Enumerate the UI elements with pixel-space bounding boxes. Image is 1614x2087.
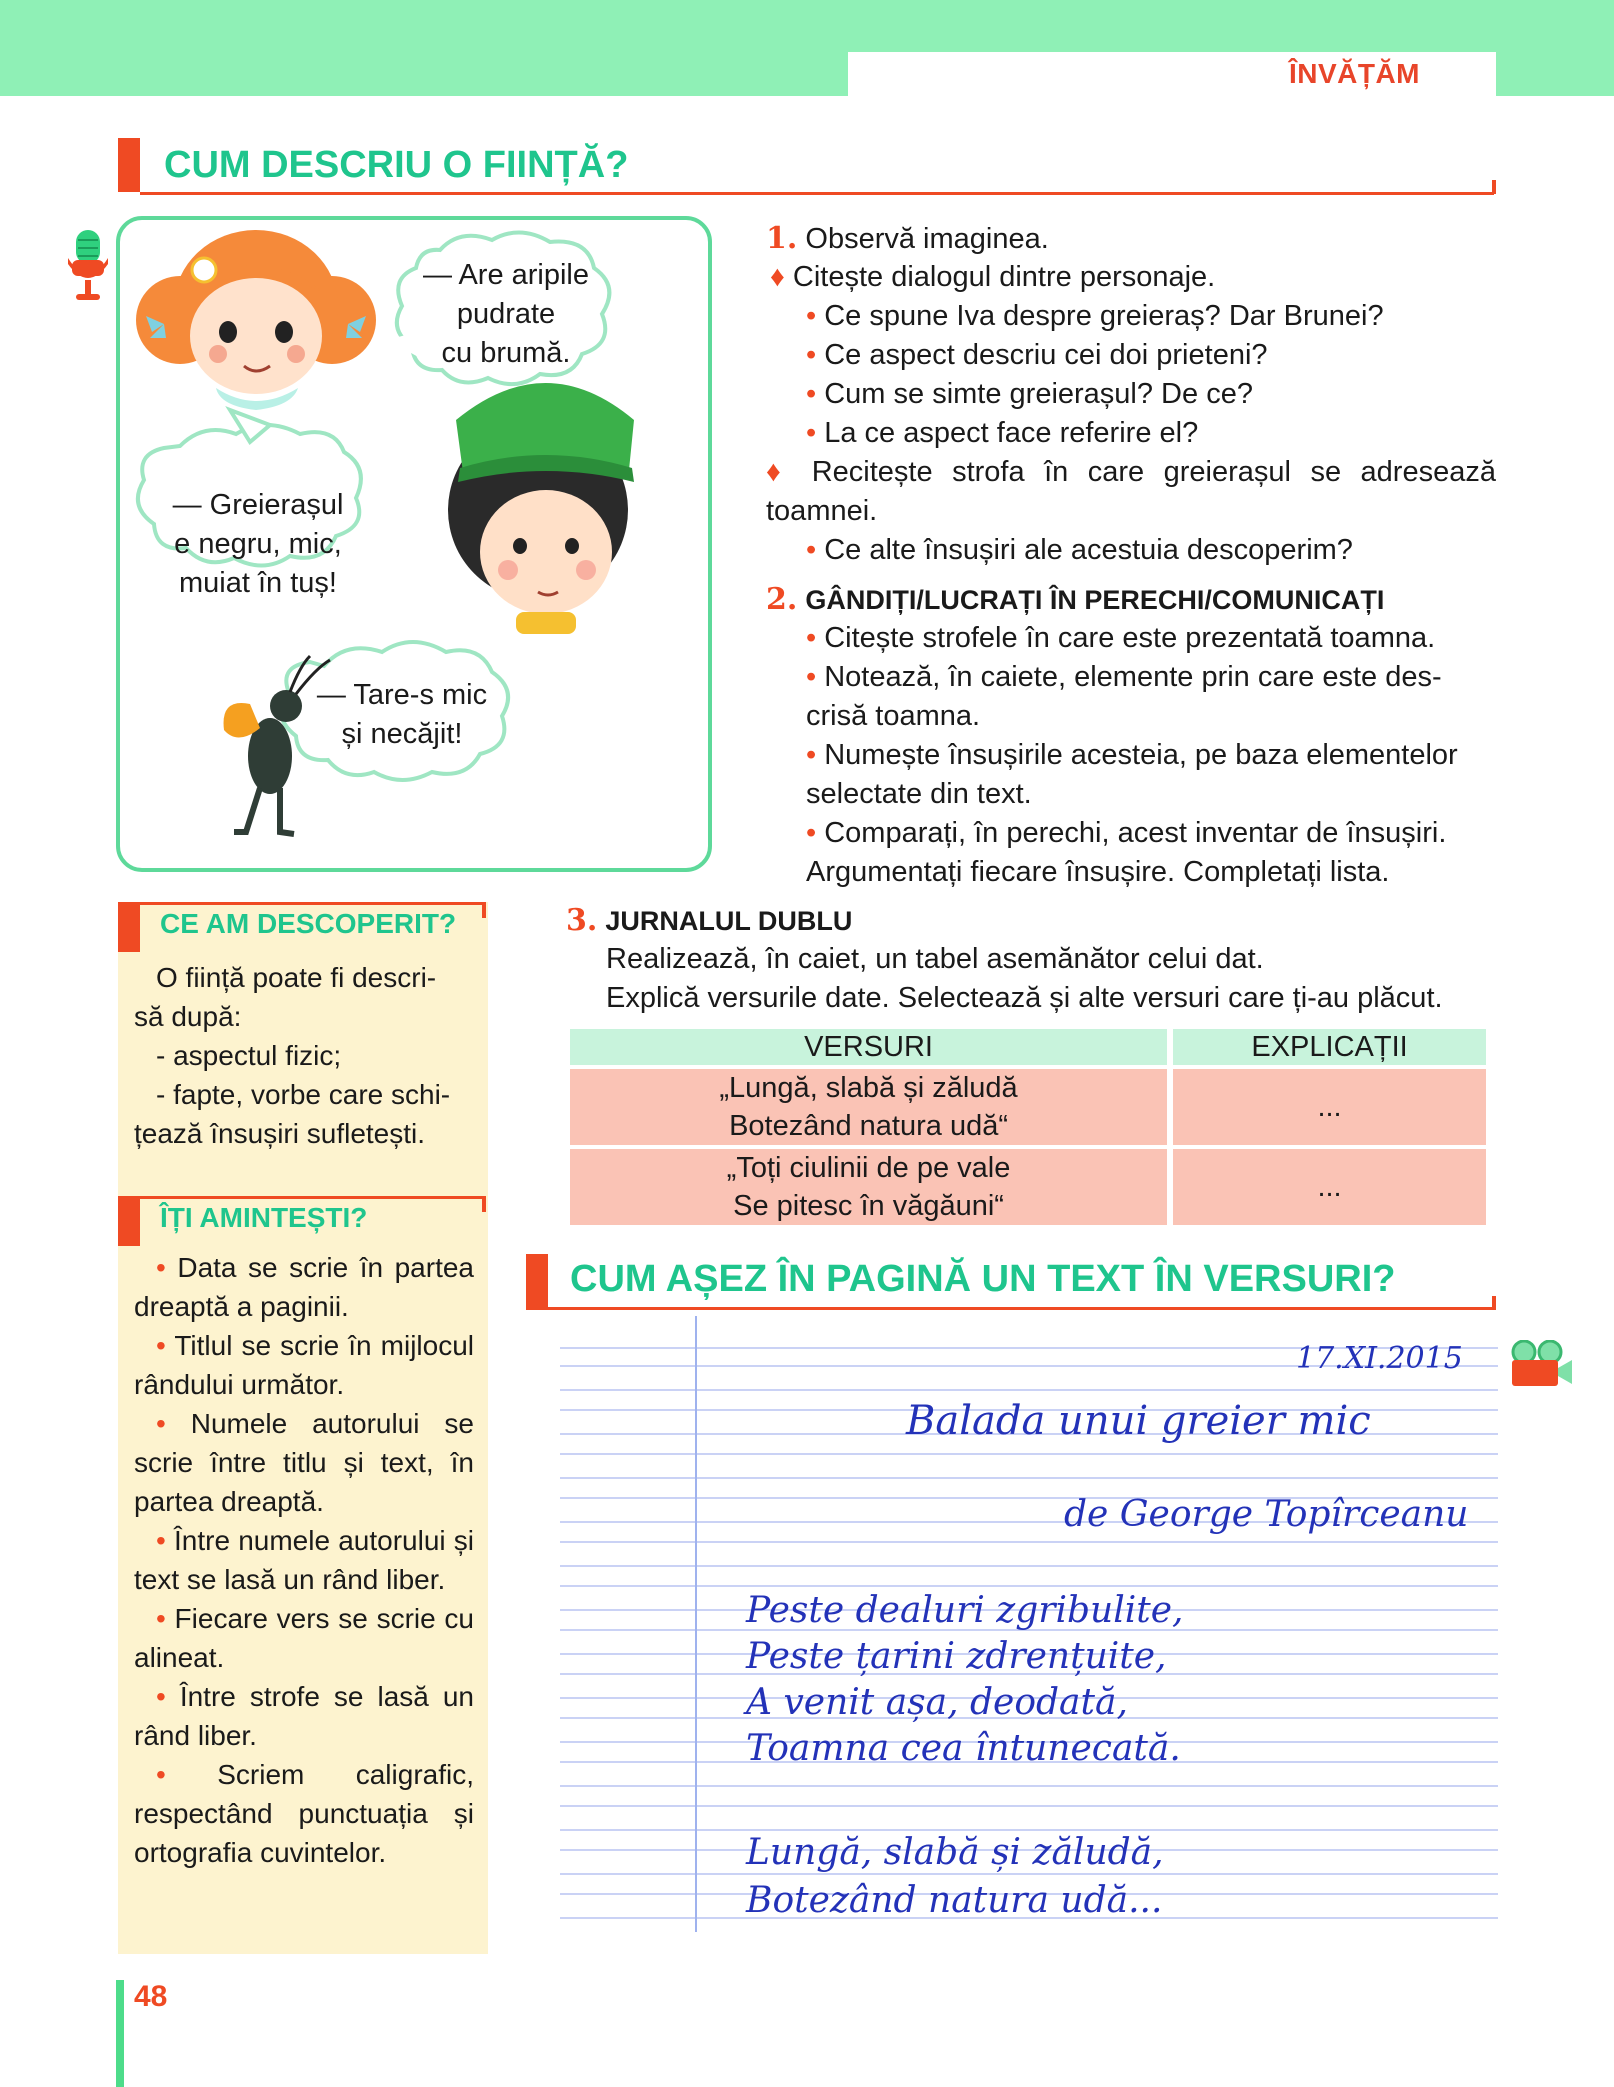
ex1-bullet-text: La ce aspect face referire el? xyxy=(824,417,1199,449)
notebook-title: Balada unui greier mic xyxy=(906,1398,1371,1444)
sidebar-heading-discovered xyxy=(118,902,488,952)
tip-text: Scriem caligrafic, respectând punctuația și ortografia cuvintelor. xyxy=(134,1759,474,1868)
illustration-panel xyxy=(116,216,712,872)
ex1-bullet-text: Ce aspect descriu cei doi prieteni? xyxy=(824,339,1268,371)
bubble-line: pudrate xyxy=(456,298,556,330)
diamond-icon: ♦ xyxy=(770,261,785,293)
bullet-icon: • xyxy=(806,661,817,693)
bubble-left-text xyxy=(160,486,356,603)
bullet-icon: • xyxy=(806,300,817,332)
verse-line: „Toți ciulinii de pe vale xyxy=(726,1152,1011,1184)
section-title-layout xyxy=(526,1254,1498,1310)
sidebar-heading-text: ÎȚI AMINTEȘTI? xyxy=(160,1202,368,1233)
sidebar-line: țează însușiri sufletești. xyxy=(134,1118,426,1149)
notebook-verse: Toamna cea întunecată. xyxy=(746,1728,1181,1769)
bubble-bottom-text xyxy=(300,676,504,754)
ex2-bullet xyxy=(806,736,1458,775)
ex1-bullet-text: Ce alte însușiri ale acestuia descoperim? xyxy=(824,534,1353,566)
ex1-bullet xyxy=(806,531,1353,570)
bullet-icon: • xyxy=(806,534,817,566)
table-row xyxy=(570,1149,1486,1225)
ex1-bullet xyxy=(806,375,1253,414)
title-rule xyxy=(548,1307,1494,1310)
ex1-diamond1: Citește dialogul dintre personaje. xyxy=(792,261,1216,293)
heading-rule xyxy=(140,1196,486,1199)
double-journal-table xyxy=(564,1025,1492,1229)
girl-character xyxy=(136,230,376,410)
microphone-icon xyxy=(66,228,110,304)
notebook-verse: Peste țarini zdrențuite, xyxy=(746,1636,1167,1677)
tip-text: Titlul se scrie în mijlocul rândului următor. xyxy=(134,1330,474,1400)
ex3-line2: Explică versurile date. Selectează și alte versuri care ți-au plăcut. xyxy=(606,982,1443,1014)
notebook-sample xyxy=(560,1316,1498,1932)
bullet-icon: • xyxy=(156,1525,166,1556)
bubble-line: și necăjit! xyxy=(341,718,463,750)
notebook-verse: A venit așa, deodată, xyxy=(746,1682,1128,1723)
bubble-line: cu brumă. xyxy=(441,337,571,369)
ex2-title-line xyxy=(766,580,1384,620)
tip-item xyxy=(134,1677,474,1755)
bubble-line: — Are aripile xyxy=(422,259,589,291)
sidebar-line: - aspectul fizic; xyxy=(156,1040,342,1071)
section-heading: CUM AȘEZ ÎN PAGINĂ UN TEXT ÎN VERSURI? xyxy=(570,1258,1396,1300)
table-cell-verse xyxy=(570,1069,1167,1145)
ex1-diamond2-cont: toamnei. xyxy=(766,495,878,527)
bullet-icon: • xyxy=(806,339,817,371)
table-cell-explanation: ... xyxy=(1173,1069,1486,1145)
bullet-icon: • xyxy=(806,622,817,654)
notebook-lines xyxy=(560,1316,1498,1932)
section-tab-label: ÎNVĂȚĂM xyxy=(1288,58,1420,89)
diamond-icon: ♦ xyxy=(766,456,793,488)
ex2-bullet-text: Notează, în caiete, elemente prin care este des- xyxy=(824,661,1442,693)
ex2-bullet-cont: selectate din text. xyxy=(806,778,1032,810)
tip-item xyxy=(134,1755,474,1872)
table-header: VERSURI xyxy=(570,1029,1167,1065)
page-title: CUM DESCRIU O FIINȚĂ? xyxy=(164,144,629,186)
notebook-author: de George Topîrceanu xyxy=(1064,1494,1469,1535)
section-tab xyxy=(848,52,1496,98)
ex1-bullet-text: Ce spune Iva despre greieraș? Dar Brunei? xyxy=(824,300,1384,332)
bullet-icon: • xyxy=(806,417,817,449)
sidebar-panel xyxy=(118,902,488,1954)
ex2-bullet-text: Citește strofele în care este prezentată toamna. xyxy=(824,622,1436,654)
heading-marker xyxy=(118,1196,140,1246)
sidebar-heading-text: CE AM DESCOPERIT? xyxy=(160,908,457,939)
bullet-icon: • xyxy=(156,1681,166,1712)
section-title-describe xyxy=(118,138,1498,194)
table-cell-verse xyxy=(570,1149,1167,1225)
ex1-diamond2-line xyxy=(766,453,1496,492)
bubble-line: — Greierașul xyxy=(172,489,344,521)
bullet-icon: • xyxy=(806,739,817,771)
ex1-bullet-text: Cum se simte greierașul? De ce? xyxy=(824,378,1253,410)
sidebar-line: - fapte, vorbe care schi- xyxy=(156,1079,451,1110)
table-cell-explanation: ... xyxy=(1173,1149,1486,1225)
ex1-number: 1. xyxy=(766,221,798,256)
verse-line: Se pitesc în văgăuni“ xyxy=(733,1190,1004,1222)
ex1-bullet xyxy=(806,297,1384,336)
tip-text: Fiecare vers se scrie cu alineat. xyxy=(134,1603,474,1673)
notebook-date: 17.XI.2015 xyxy=(1296,1341,1463,1376)
verse-line: Botezând natura udă“ xyxy=(729,1110,1008,1142)
notebook-verse: Peste dealuri zgribulite, xyxy=(746,1590,1184,1631)
title-marker xyxy=(118,138,140,192)
table-row xyxy=(570,1069,1486,1145)
sidebar-discovered-text xyxy=(134,958,474,1153)
heading-rule-end xyxy=(482,1196,486,1212)
ex1-bullet xyxy=(806,414,1198,453)
title-marker xyxy=(526,1254,548,1310)
camera-icon xyxy=(1510,1340,1574,1388)
ex3-number: 3. xyxy=(566,903,598,938)
ex2-bullet xyxy=(806,658,1442,697)
bubble-line: — Tare-s mic xyxy=(316,679,488,711)
ex2-title: GÂNDIȚI/LUCRAȚI ÎN PERECHI/COMUNICAȚI xyxy=(805,585,1385,615)
sidebar-remember-list xyxy=(134,1248,474,1872)
ex2-bullet-text: Comparați, în perechi, acest inventar de însușiri. xyxy=(824,817,1447,849)
ex1-diamond2-text: Recitește strofa în care greierașul se adresează xyxy=(811,456,1496,488)
bullet-icon: • xyxy=(156,1759,166,1790)
page-number: 48 xyxy=(134,1980,168,2013)
page-number-bar xyxy=(116,1980,124,2087)
ex2-bullet xyxy=(806,814,1446,853)
tip-text: Între numele autorului și text se lasă un rând liber. xyxy=(134,1525,475,1595)
notebook-verse: Lungă, slabă și zăludă, xyxy=(746,1832,1164,1873)
sidebar-line: O ființă poate fi descri- xyxy=(156,962,437,993)
boy-character xyxy=(448,383,634,634)
title-rule xyxy=(140,192,1494,195)
tip-text: Data se scrie în partea dreaptă a paginii. xyxy=(134,1252,475,1322)
title-rule-end xyxy=(1492,1296,1496,1310)
tip-item xyxy=(134,1521,474,1599)
bullet-icon: • xyxy=(156,1408,166,1439)
bubble-top-text xyxy=(416,256,596,373)
bullet-icon: • xyxy=(806,378,817,410)
tip-item xyxy=(134,1326,474,1404)
ex1-diamond1-line xyxy=(770,258,1215,297)
sidebar-line: să după: xyxy=(134,1001,242,1032)
verse-line: „Lungă, slabă și zăludă xyxy=(719,1072,1018,1104)
ex2-bullet-cont: Argumentați fiecare însușire. Completați lista. xyxy=(806,856,1390,888)
ex3-title-line xyxy=(566,901,852,941)
heading-rule xyxy=(140,902,486,905)
bullet-icon: • xyxy=(156,1330,166,1361)
sidebar-heading-remember xyxy=(118,1196,488,1246)
tip-item xyxy=(134,1599,474,1677)
bullet-icon: • xyxy=(156,1603,166,1634)
notebook-verse: Botezând natura udă... xyxy=(746,1880,1163,1921)
heading-marker xyxy=(118,902,140,952)
ex2-bullet-text: Numește însușirile acesteia, pe baza elementelor xyxy=(824,739,1458,771)
table-header: EXPLICAȚII xyxy=(1173,1029,1486,1065)
ex2-number: 2. xyxy=(766,582,798,617)
bullet-icon: • xyxy=(806,817,817,849)
ex2-bullet-cont: crisă toamna. xyxy=(806,700,981,732)
heading-rule-end xyxy=(482,902,486,918)
bubble-line: e negru, mic, xyxy=(174,528,342,560)
bubble-line: muiat în tuș! xyxy=(179,567,337,599)
table-header-row xyxy=(570,1029,1486,1065)
title-rule-end xyxy=(1492,180,1496,194)
tip-text: Numele autorului se scrie între titlu și text, în partea dreaptă. xyxy=(134,1408,474,1517)
ex2-bullet xyxy=(806,619,1435,658)
ex1-intro: Observă imaginea. xyxy=(805,223,1049,255)
ex3-line1: Realizează, în caiet, un tabel asemănător celui dat. xyxy=(606,943,1264,975)
tip-item xyxy=(134,1404,474,1521)
ex1-bullet xyxy=(806,336,1268,375)
ex3-title: JURNALUL DUBLU xyxy=(605,906,853,936)
tip-text: Între strofe se lasă un rând liber. xyxy=(134,1681,474,1751)
ex1-intro-line xyxy=(766,219,1049,259)
bullet-icon: • xyxy=(156,1252,166,1283)
tip-item xyxy=(134,1248,474,1326)
